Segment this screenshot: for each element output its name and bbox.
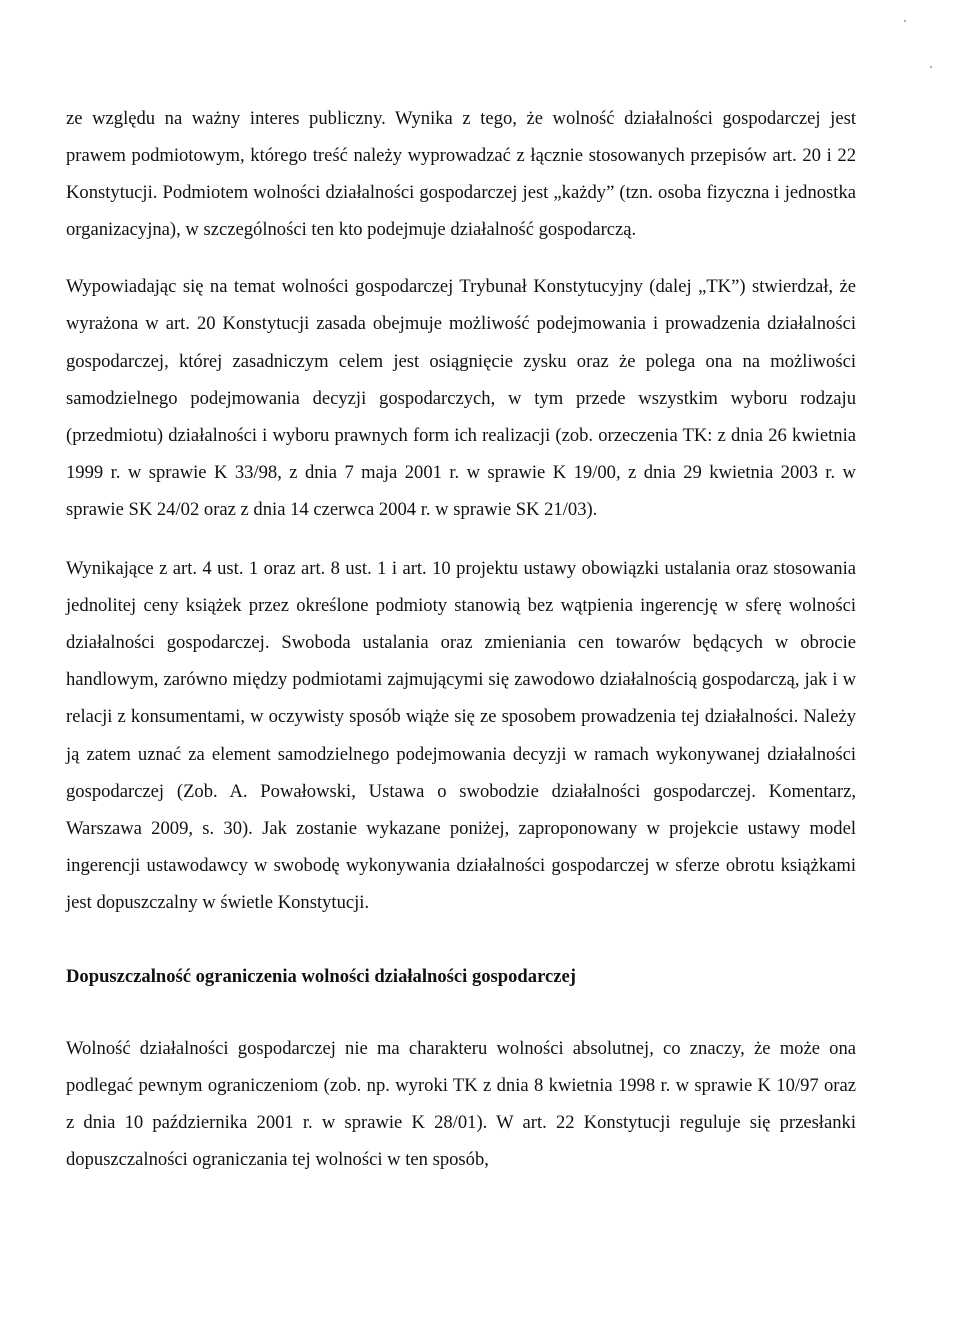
paragraph: ze względu na ważny interes publiczny. Wynika z tego, że wolność działalności gospodarczej jest prawem podmiotowym, którego treść należy wyprowadzać z łącznie stosowanych przepisów art. 20 i 22 Konstytucji. Podmiotem wolności działalności gospodarczej jest „każdy” (tzn. osoba fizyczna i jednostka organizacyjna), w szczególności ten kto podejmuje działalność gospodarczą. <box>66 108 856 241</box>
document-body <box>66 100 856 1178</box>
scan-speck <box>904 20 906 22</box>
paragraph: Wolność działalności gospodarczej nie ma charakteru wolności absolutnej, co znaczy, że może ona podlegać pewnym ograniczeniom (zob. np. wyroki TK z dnia 8 kwietnia 1998 r. w sprawie K 10/97 oraz z dnia 10 października 2001 r. w sprawie K 28/01). W art. 22 Konstytucji reguluje się przesłanki dopuszczalności ograniczania tej wolności w ten sposób, <box>66 1037 856 1171</box>
section-heading: Dopuszczalność ograniczenia wolności działalności gospodarczej <box>66 965 576 987</box>
paragraph: Wypowiadając się na temat wolności gospodarczej Trybunał Konstytucyjny (dalej „TK”) stwierdzał, że wyrażona w art. 20 Konstytucji zasada obejmuje możliwość podejmowania i prowadzenia działalności gospodarczej, której zasadniczym celem jest osiągnięcie zysku oraz że polega ona na możliwości samodzielnego podejmowania decyzji gospodarczych, w tym przede wszystkim wyboru rodzaju (przedmiotu) działalności i wyboru prawnych form ich realizacji (zob. orzeczenia TK: z dnia 26 kwietnia 1999 r. w sprawie K 33/98, z dnia 7 maja 2001 r. w sprawie K 19/00, z dnia 29 kwietnia 2003 r. w sprawie SK 24/02 oraz z dnia 14 czerwca 2004 r. w sprawie SK 21/03). <box>66 276 856 520</box>
scan-speck <box>930 66 932 68</box>
paragraph: Wynikające z art. 4 ust. 1 oraz art. 8 ust. 1 i art. 10 projektu ustawy obowiązki ustalania oraz stosowania jednolitej ceny książek przez określone podmioty stanowią bez wątpienia ingerencję w sferę wolności działalności gospodarczej. Swoboda ustalania oraz zmieniania cen towarów będących w obrocie handlowym, zarówno między podmiotami zajmującymi się zawodowo działalnością gospodarczą, jak i w relacji z konsumentami, w oczywisty sposób wiąże się ze sposobem prowadzenia tej działalności. Należy ją zatem uznać za element samodzielnego podejmowania decyzji w ramach wykonywanej działalności gospodarczej (Zob. A. Powałowski, Ustawa o swobodzie działalności gospodarczej. Komentarz, Warszawa 2009, s. 30). Jak zostanie wykazane poniżej, zaproponowany w projekcie ustawy model ingerencji ustawodawcy w swobodę wykonywania działalności gospodarczej w sferze obrotu książkami jest dopuszczalny w świetle Konstytucji. <box>66 558 856 913</box>
